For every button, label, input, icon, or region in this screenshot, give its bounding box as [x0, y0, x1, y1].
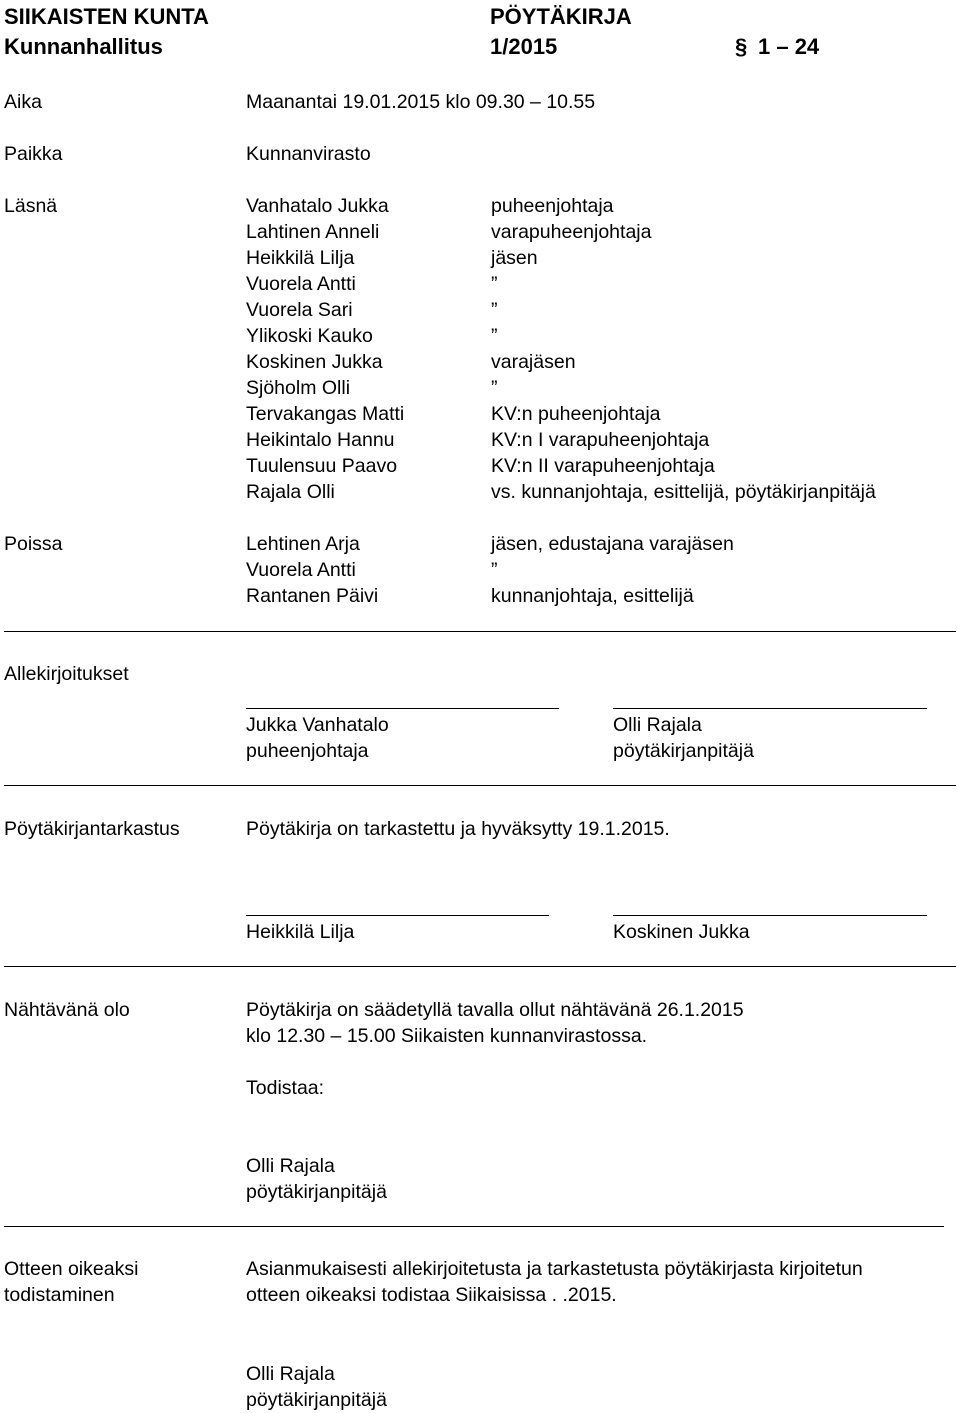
secretary-name: Olli Rajala: [613, 714, 702, 736]
section-range: 1 – 24: [758, 34, 820, 59]
reviewer2-name: Koskinen Jukka: [613, 921, 750, 943]
attendee-row: [0, 531, 960, 557]
signature-line-reviewer2: [613, 915, 927, 916]
attendee-name: Koskinen Jukka: [246, 351, 383, 373]
attendee-row: [0, 401, 960, 427]
attendee-role: ”: [491, 273, 498, 295]
attendee-row: [0, 271, 960, 297]
display-signer-title: pöytäkirjanpitäjä: [246, 1181, 387, 1203]
attendee-name: Sjöholm Olli: [246, 377, 351, 399]
attendee-role: puheenjohtaja: [491, 195, 614, 217]
certify-label: Todistaa:: [246, 1077, 325, 1099]
document-number: 1/2015: [490, 34, 558, 59]
extract-text-line1: Asianmukaisesti allekirjoitetusta ja tarkastetusta pöytäkirjasta kirjoitetun: [246, 1258, 863, 1280]
attendee-role: ”: [491, 377, 498, 399]
attendee-row: [0, 557, 960, 583]
attendee-row: [0, 583, 960, 609]
attendee-row: [0, 375, 960, 401]
divider: [4, 631, 956, 632]
attendee-row: [0, 427, 960, 453]
chair-title: puheenjohtaja: [246, 740, 369, 762]
absent-label: Poissa: [4, 533, 63, 555]
divider: [4, 785, 956, 786]
display-signer-name: Olli Rajala: [246, 1155, 335, 1177]
attendee-row: [0, 349, 960, 375]
section-mark: §: [735, 34, 748, 59]
attendee-name: Lehtinen Arja: [246, 533, 360, 555]
attendee-name: Rantanen Päivi: [246, 585, 379, 607]
signatures-label: Allekirjoitukset: [4, 663, 129, 685]
attendee-role: jäsen, edustajana varajäsen: [491, 533, 734, 555]
attendee-role: ”: [491, 559, 498, 581]
extract-text-line2: otteen oikeaksi todistaa Siikaisissa . .2015.: [246, 1284, 617, 1306]
attendee-name: Vanhatalo Jukka: [246, 195, 389, 217]
attendee-row: [0, 245, 960, 271]
body-name: Kunnanhallitus: [4, 34, 163, 59]
display-label: Nähtävänä olo: [4, 999, 130, 1021]
attendee-role: kunnanjohtaja, esittelijä: [491, 585, 694, 607]
divider: [4, 1226, 944, 1227]
extract-label-line1: Otteen oikeaksi: [4, 1258, 139, 1280]
attendee-name: Tuulensuu Paavo: [246, 455, 398, 477]
place-value: Kunnanvirasto: [246, 143, 371, 165]
secretary-title: pöytäkirjanpitäjä: [613, 740, 754, 762]
attendee-row: [0, 219, 960, 245]
attendee-role: vs. kunnanjohtaja, esittelijä, pöytäkirjanpitäjä: [491, 481, 876, 503]
attendee-name: Tervakangas Matti: [246, 403, 405, 425]
divider: [4, 966, 956, 967]
attendee-role: KV:n II varapuheenjohtaja: [491, 455, 715, 477]
attendee-role: jäsen: [491, 247, 538, 269]
extract-signer-title: pöytäkirjanpitäjä: [246, 1389, 387, 1411]
time-label: Aika: [4, 91, 42, 113]
municipality-name: SIIKAISTEN KUNTA: [4, 4, 209, 29]
attendee-row: [0, 479, 960, 505]
chair-name: Jukka Vanhatalo: [246, 714, 389, 736]
attendee-name: Vuorela Antti: [246, 559, 356, 581]
attendee-role: ”: [491, 325, 498, 347]
signature-line-secretary: [613, 708, 927, 709]
attendee-name: Lahtinen Anneli: [246, 221, 380, 243]
attendee-name: Ylikoski Kauko: [246, 325, 373, 347]
attendee-role: KV:n I varapuheenjohtaja: [491, 429, 710, 451]
document-type: PÖYTÄKIRJA: [490, 4, 632, 29]
attendee-name: Heikkilä Lilja: [246, 247, 355, 269]
signature-line-reviewer1: [246, 915, 549, 916]
attendee-role: varapuheenjohtaja: [491, 221, 652, 243]
attendee-name: Heikintalo Hannu: [246, 429, 395, 451]
attendee-row: [0, 193, 960, 219]
extract-label-line2: todistaminen: [4, 1284, 115, 1306]
extract-signer-name: Olli Rajala: [246, 1363, 335, 1385]
attendee-row: [0, 323, 960, 349]
attendee-name: Vuorela Sari: [246, 299, 353, 321]
display-text-line1: Pöytäkirja on säädetyllä tavalla ollut nähtävänä 26.1.2015: [246, 999, 744, 1021]
place-label: Paikka: [4, 143, 63, 165]
present-label: Läsnä: [4, 195, 58, 217]
attendee-name: Vuorela Antti: [246, 273, 356, 295]
attendee-role: KV:n puheenjohtaja: [491, 403, 661, 425]
attendee-row: [0, 297, 960, 323]
signature-line-chair: [246, 708, 559, 709]
attendee-name: Rajala Olli: [246, 481, 335, 503]
display-text-line2: klo 12.30 – 15.00 Siikaisten kunnanvirastossa.: [246, 1025, 648, 1047]
review-text: Pöytäkirja on tarkastettu ja hyväksytty 19.1.2015.: [246, 818, 670, 840]
attendee-role: varajäsen: [491, 351, 576, 373]
time-value: Maanantai 19.01.2015 klo 09.30 – 10.55: [246, 91, 596, 113]
review-label: Pöytäkirjantarkastus: [4, 818, 180, 840]
attendee-row: [0, 453, 960, 479]
reviewer1-name: Heikkilä Lilja: [246, 921, 355, 943]
attendee-role: ”: [491, 299, 498, 321]
